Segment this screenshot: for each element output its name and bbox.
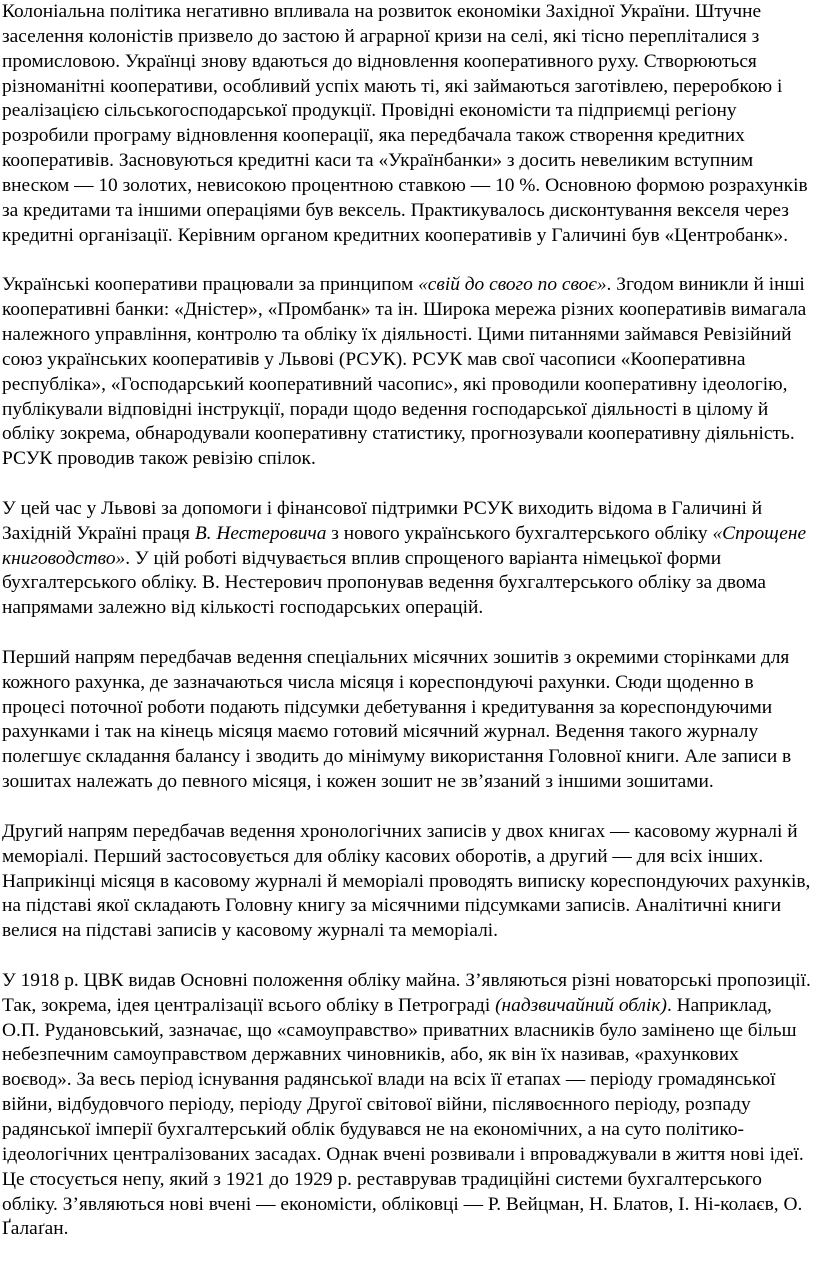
- italic-author-name: В. Нестеровича: [194, 522, 327, 544]
- paragraph-text: Другий напрям передбачав ведення хронологічних записів у двох книгах — касовому журналі й меморіалі. Перший застосовується для обліку касових оборотів, а другий — для всіх інших. Наприкінці місяця в касовому журналі й меморіалі проводять виписку кореспондуючих рахунків, на підставі якої складають Головну книгу за місячними підсумками записів. Аналітичні книги велися на підставі записів у касовому журналі та меморіалі.: [2, 820, 811, 942]
- paragraph-colonial-policy: [2, 0, 812, 248]
- italic-extraordinary-accounting: (надзвичайний облік): [495, 994, 667, 1016]
- paragraph-soviet-accounting: [2, 969, 812, 1242]
- italic-principle: «свій до свого по своє»: [418, 274, 607, 296]
- paragraph-text: . Згодом виникли й інші кооперативні банки: «Дністер», «Промбанк» та ін. Широка мережа різних кооперативів вимагала належного управління, контролю та обліку їх діяльності. Цими питаннями займався Ревізійний союз українських кооперативів у Львові (РСУК). РСУК мав свої часописи «Кооперативна республіка», «Господарський кооперативний часопис», які проводили кооперативну ідеологію, публікували відповідні інструкції, поради щодо ведення господарської діяльності в цілому й обліку зокрема, обнародували кооперативну статистику, прогнозували кооперативну діяльність. РСУК проводив також ревізію спілок.: [2, 274, 807, 470]
- paragraph-text: . У цій роботі відчувається вплив спрощеного варіанта німецької форми бухгалтерського обліку. В. Нестерович пропонував ведення бухгалтерського обліку за двома напрямами залежно від кількості господарських операцій.: [2, 547, 766, 619]
- paragraph-text: Українські кооперативи працювали за принципом: [2, 274, 419, 296]
- paragraph-cooperatives-principle: [2, 273, 812, 472]
- paragraph-nesterovych-work: [2, 497, 812, 621]
- paragraph-first-direction: [2, 646, 812, 795]
- paragraph-text: У цей час у Львові за допомоги і фінансової підтримки РСУК виходить відома в Галичині й Західній Україні праця: [2, 497, 763, 544]
- paragraph-text: Колоніальна політика негативно впливала на розвиток економіки Західної України. Штучне заселення колоністів призвело до застою й аграрної кризи на селі, які тісно перепліталися з промисловою. Українці знову вдаються до відновлення кооперативного руху. Створюються різноманітні кооперативи, особливий успіх мають ті, які займаються заготівлею, переробкою і реалізацією сільськогосподарської продукції. Провідні економісти та підприємці регіону розробили програму відновлення кооперації, яка передбачала також створення кредитних кооперативів. Засновуються кредитні каси та «Українбанки» з досить невеликим вступним внеском — 10 золотих, невисокою процентною ставкою — 10 %. Основною формою розрахунків за кредитами та іншими операціями був вексель. Практикувалось дисконтування векселя через кредитні організації. Керівним органом кредитних кооперативів у Галичині був «Центробанк».: [2, 1, 808, 246]
- italic-book-title: «Спрощене книговодство»: [2, 522, 807, 569]
- paragraph-text: . Наприклад, О.П. Рудановський, зазначає, що «самоуправство» приватних власників було замінено ще більш небезпечним самоуправством державних чиновників, або, як він їх називав, «рахункових воєвод». За весь період існування радянської влади на всіх її етапах — періоду громадянської війни, відбудовчого періоду, періоду Другої світової війни, післявоєнного періоду, розпаду радянської імперії бухгалтерський облік будувався не на економічних, а на суто політико-ідеологічних централізованих засадах. Однак вчені розвивали і впроваджували в життя нові ідеї. Це стосується непу, який з 1921 до 1929 р. реставрував традиційні системи бухгалтерського обліку. З’являються нові вчені — економісти, обліковці — Р. Вейцман, Н. Блатов, І. Ні-колаєв, О. Ґалаґан.: [2, 994, 804, 1240]
- paragraph-text: з нового українського бухгалтерського обліку: [326, 522, 713, 544]
- paragraph-text: У 1918 р. ЦВК видав Основні положення обліку майна. З’являються різні новаторські пропозиції. Так, зокрема, ідея централізації всього обліку в Петрограді: [2, 969, 811, 1016]
- paragraph-text: Перший напрям передбачав ведення спеціальних місячних зошитів з окремими сторінками для кожного рахунка, де зазначаються числа місяця і кореспондуючі рахунки. Сюди щоденно в процесі поточної роботи подають підсумки дебетування і кредитування за кореспондуючими рахунками і так на кінець місяця маємо готовий місячний журнал. Ведення такого журналу полегшує складання балансу і зводить до мінімуму використання Головної книги. Але записи в зошитах належать до певного місяця, і кожен зошит не зв’язаний з іншими зошитами.: [2, 646, 792, 793]
- paragraph-second-direction: [2, 820, 812, 944]
